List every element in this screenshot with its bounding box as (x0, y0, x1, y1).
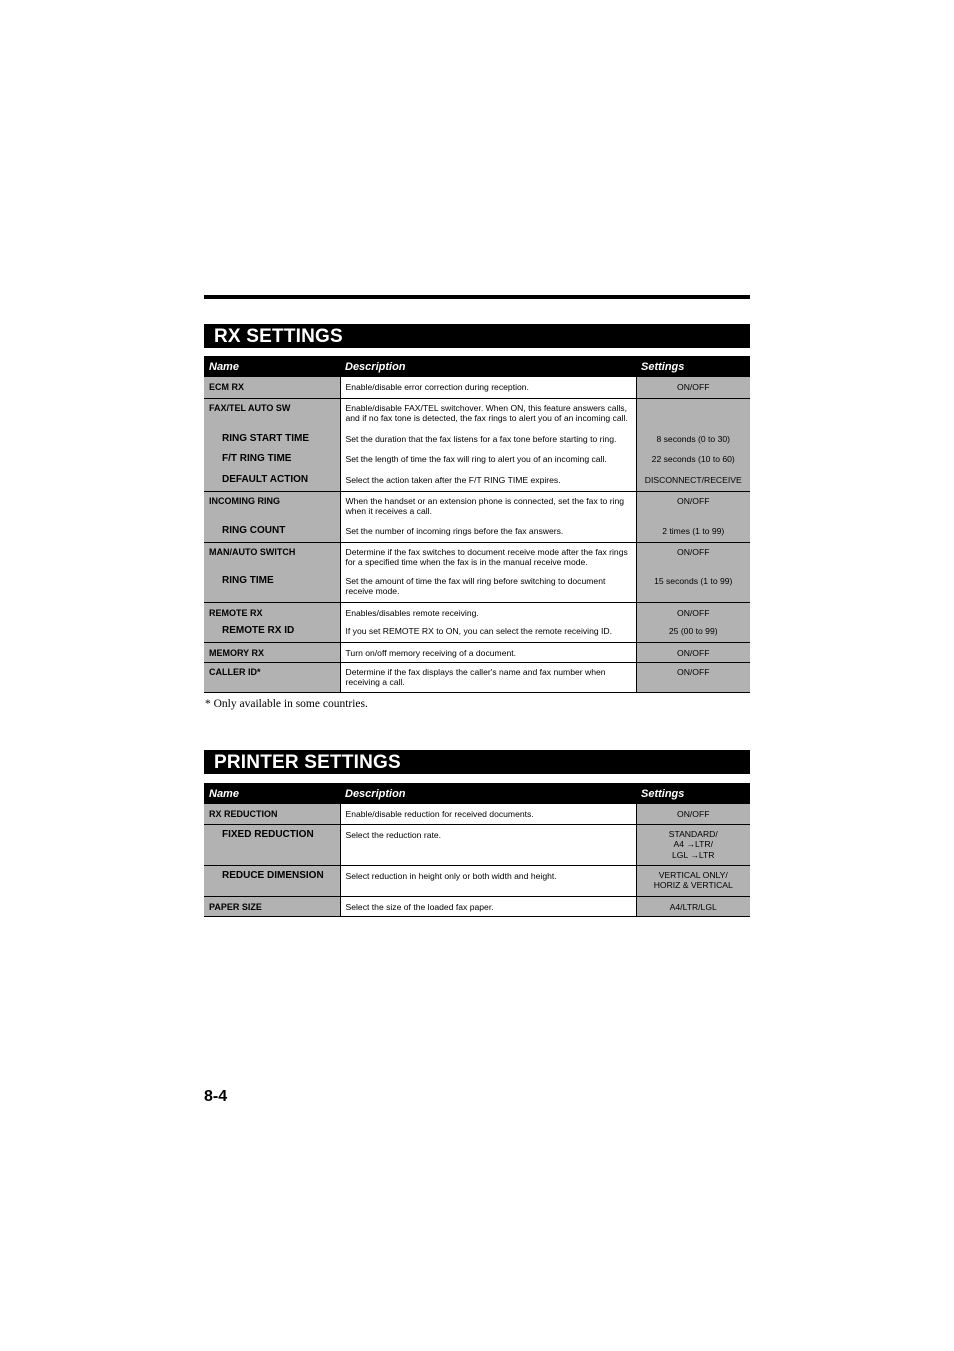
table-row (204, 377, 750, 398)
setting-description: receive mode. (345, 586, 400, 596)
printer-settings-title: PRINTER SETTINGS (204, 750, 750, 774)
table-row (204, 865, 750, 896)
setting-name: RX REDUCTION (209, 809, 278, 819)
column-header-description: Description (340, 783, 636, 804)
setting-value: ON/OFF (677, 666, 710, 677)
setting-description: Select reduction in height only or both width and height. (345, 870, 557, 881)
setting-name: CALLER ID* (209, 666, 261, 677)
setting-description: Enable/disable error correction during reception. (345, 382, 529, 392)
table-group (204, 398, 750, 491)
setting-description: Set the length of time the fax will ring to alert you of an incoming call. (345, 454, 607, 464)
setting-value: HORIZ & VERTICAL (653, 880, 733, 890)
table-row (204, 429, 750, 449)
setting-name: RING TIME (222, 575, 274, 586)
setting-name: REMOTE RX (209, 607, 263, 618)
setting-name: ECM RX (209, 382, 245, 392)
setting-name: MEMORY RX (209, 647, 265, 658)
table-row (204, 491, 750, 522)
setting-description: If you set REMOTE RX to ON, you can select the remote receiving ID. (345, 626, 613, 636)
setting-name: REDUCE DIMENSION (222, 869, 324, 881)
setting-name: REMOTE RX ID (222, 625, 295, 636)
table-header-row (204, 356, 750, 377)
table-row (204, 622, 750, 642)
setting-description: when it receives a call. (345, 505, 432, 516)
setting-name: RING COUNT (222, 525, 286, 536)
setting-description: Enable/disable FAX/TEL switchover. When ON, this feature answers calls, (345, 402, 627, 413)
printer-settings-table (204, 783, 750, 917)
setting-description: Enable/disable reduction for received documents. (345, 809, 534, 819)
setting-value: 25 (00 to 99) (668, 626, 718, 636)
column-header-settings: Settings (636, 783, 750, 804)
setting-value: 22 seconds (10 to 60) (651, 454, 735, 464)
setting-description: Set the number of incoming rings before the fax answers. (345, 526, 564, 536)
setting-name: FAX/TEL AUTO SW (209, 402, 291, 413)
setting-value: 15 seconds (1 to 99) (654, 576, 733, 586)
column-header-description: Description (340, 356, 636, 377)
column-header-settings: Settings (636, 356, 750, 377)
table-row (204, 542, 750, 572)
table-header-row (204, 783, 750, 804)
setting-description: Determine if the fax displays the caller's name and fax number when (345, 666, 606, 677)
setting-value: ON/OFF (677, 607, 710, 618)
table-row (204, 572, 750, 602)
table-row (204, 470, 750, 491)
setting-name: F/T RING TIME (222, 453, 292, 464)
table-group (204, 824, 750, 865)
setting-name: DEFAULT ACTION (222, 474, 309, 485)
setting-value: ON/OFF (677, 546, 710, 557)
setting-value: ON/OFF (677, 647, 710, 658)
setting-description: receiving a call. (345, 676, 405, 687)
setting-description: Determine if the fax switches to document receive mode after the fax rings (345, 546, 628, 557)
table-row (204, 398, 750, 429)
table-row (204, 449, 750, 470)
setting-value: DISCONNECT/RECEIVE (644, 475, 742, 485)
setting-description: for a specified time when the fax is in the manual receive mode. (345, 556, 588, 567)
setting-description: Select the action taken after the F/T RING TIME expires. (345, 475, 561, 485)
setting-description: Enables/disables remote receiving. (345, 607, 479, 618)
table-row (204, 602, 750, 622)
setting-description: Turn on/off memory receiving of a document. (345, 647, 517, 658)
setting-value: A4/LTR/LGL (669, 901, 717, 912)
page-number: 8-4 (204, 1088, 228, 1105)
setting-description: Set the amount of time the fax will ring before switching to document (345, 576, 606, 586)
table-row (204, 804, 750, 824)
setting-value: A4 →LTR/ (673, 839, 713, 849)
table-row (204, 824, 750, 865)
table-group (204, 865, 750, 896)
table-group (204, 896, 750, 916)
table-row (204, 522, 750, 542)
table-group (204, 662, 750, 692)
table-group (204, 804, 750, 824)
setting-value: STANDARD/ (668, 828, 718, 839)
setting-value: ON/OFF (677, 382, 710, 392)
table-group (204, 491, 750, 542)
table-group (204, 602, 750, 642)
setting-value: VERTICAL ONLY/ (658, 869, 728, 880)
table-group (204, 377, 750, 398)
rx-settings-table (204, 356, 750, 693)
setting-description: Select the reduction rate. (345, 829, 442, 840)
setting-name: RING START TIME (222, 433, 310, 444)
column-header-name: Name (204, 783, 340, 804)
setting-name: MAN/AUTO SWITCH (209, 546, 296, 557)
setting-value: ON/OFF (677, 495, 710, 506)
setting-value: 2 times (1 to 99) (662, 526, 725, 536)
setting-description: Select the size of the loaded fax paper. (345, 901, 494, 912)
setting-name: FIXED REDUCTION (222, 828, 314, 840)
setting-name: PAPER SIZE (209, 901, 262, 912)
setting-value: LGL →LTR (671, 849, 715, 860)
table-group (204, 642, 750, 662)
setting-value: 8 seconds (0 to 30) (656, 434, 731, 444)
table-group (204, 542, 750, 602)
top-rule (204, 295, 750, 299)
column-header-name: Name (204, 356, 340, 377)
setting-description: When the handset or an extension phone is connected, set the fax to ring (345, 495, 625, 506)
setting-value: ON/OFF (677, 809, 710, 819)
setting-description: and if no fax tone is detected, the fax rings to alert you of an incoming call. (345, 412, 628, 423)
footnote: * Only available in some countries. (205, 698, 368, 710)
table-row (204, 662, 750, 692)
setting-name: INCOMING RING (209, 495, 280, 506)
setting-description: Set the duration that the fax listens for a fax tone before starting to ring. (345, 434, 617, 444)
table-row (204, 896, 750, 916)
table-row (204, 642, 750, 662)
rx-settings-title: RX SETTINGS (204, 324, 750, 348)
